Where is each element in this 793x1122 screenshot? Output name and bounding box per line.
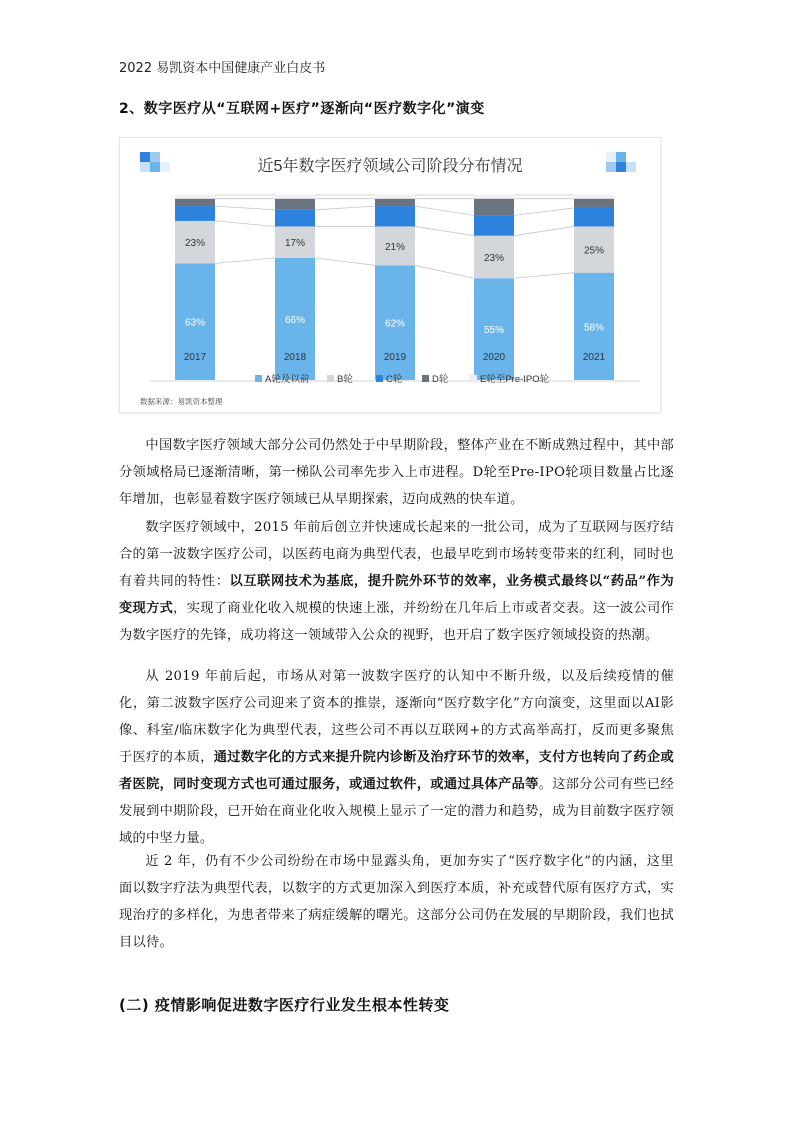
connector-line — [514, 208, 574, 215]
data-label: 62% — [384, 318, 406, 330]
x-tick-label: 2020 — [482, 352, 506, 363]
bar-segment — [275, 199, 315, 210]
body-text: 近 2 年，仍有不少公司纷纷在市场中显露头角，更加夯实了“医疗数字化”的内涵，这里面以数字疗法为典型代表，以数字的方式更加深入到医疗本质，补充或替代原有医疗方式，实现治疗的多样化，为患者带来了病症缓解的曙光。这部分公司仍在发展的早期阶段，我们也拭目以待。 — [119, 854, 674, 950]
legend-swatch — [255, 375, 262, 382]
connector-line — [415, 206, 474, 215]
x-tick-label: 2019 — [383, 352, 407, 363]
bar-segment — [275, 210, 315, 227]
emphasis-text: 通过数字化的方式来提升院内诊断及治疗环节的效率，支付方也转向了药企或者医院，同时变现方式也可通过服务，或通过软件，或通过具体产品等 — [119, 750, 674, 792]
subsection-title: (二) 疫情影响促进数字医疗行业发生根本性转变 — [119, 996, 450, 1014]
data-label: 23% — [184, 238, 206, 250]
connector-line — [514, 226, 574, 235]
connector-line — [215, 206, 275, 210]
bar-segment — [474, 215, 514, 235]
legend-label: C轮 — [386, 374, 403, 385]
paragraph-2 — [119, 514, 674, 649]
connector-line — [415, 265, 474, 278]
legend-swatch — [327, 375, 334, 382]
legend — [255, 373, 550, 385]
connector-line — [415, 226, 474, 235]
bar-segment — [175, 195, 215, 199]
body-text: 中国数字医疗领域大部分公司仍然处于中早期阶段，整体产业在不断成熟过程中，其中部分领域格局已逐渐清晰，第一梯队公司率先步入上市进程。D轮至Pre-IPO轮项目数量占比逐年增加，也彰显着数字医疗领域已从早期探索，迈向成熟的快车道。 — [119, 438, 674, 507]
bar-segment — [474, 199, 514, 216]
x-axis-labels — [184, 352, 606, 363]
legend-label: D轮 — [432, 374, 449, 385]
bar-segment — [175, 199, 215, 206]
data-label: 17% — [284, 238, 306, 250]
bar-segment — [175, 206, 215, 221]
body-text: 从 2019 年前后起，市场从对第一波数字医疗的认知中不断升级，以及后续疫情的催化，第二波数字医疗公司迎来了资本的推崇，逐渐向“医疗数字化”方向演变，这里面以AI影像、科室/临床数字化为典型代表，这些公司不再以互联网+的方式高举高打，反而更多聚焦于医疗的本质， — [119, 669, 674, 765]
connector-line — [514, 273, 574, 279]
bar-segment — [375, 199, 415, 206]
paragraph-4 — [119, 848, 674, 956]
paragraph-3 — [119, 663, 674, 852]
x-tick-label: 2021 — [582, 352, 606, 363]
stacked-bar-chart — [120, 138, 660, 412]
bar-segment — [574, 208, 614, 227]
data-label: 66% — [284, 314, 306, 326]
chart-container — [119, 137, 661, 413]
data-label: 21% — [384, 241, 406, 253]
data-label: 63% — [184, 317, 206, 329]
x-tick-label: 2017 — [183, 352, 207, 363]
section-title: 2、数字医疗从“互联网+医疗”逐渐向“医疗数字化”演变 — [119, 101, 485, 117]
paragraph-1 — [119, 432, 674, 513]
legend-label: B轮 — [337, 374, 353, 385]
connector-line — [315, 206, 375, 210]
bar-segment — [375, 195, 415, 199]
body-text: ，实现了商业化收入规模的快速上涨，并纷纷在几年后上市或者交表。这一波公司作为数字医疗的先锋，成功将这一领域带入公众的视野，也开启了数字医疗领域投资的热潮。 — [119, 601, 674, 643]
legend-label: A轮及以前 — [265, 374, 310, 385]
chart-title: 近5年数字医疗领域公司阶段分布情况 — [257, 158, 523, 175]
legend-label: E轮至Pre-IPO轮 — [480, 374, 550, 385]
bar-segment — [474, 195, 514, 199]
bar-segment — [275, 195, 315, 199]
legend-swatch — [470, 375, 477, 382]
title-decor-right — [606, 152, 636, 172]
body-text: 数字医疗领域中，2015 年前后创立并快速成长起来的一批公司，成为了互联网与医疗结合的第一波数字医疗公司，以医药电商为典型代表，也最早吃到市场转变带来的红利，同时也有着共同的特性： — [119, 520, 674, 589]
legend-swatch — [376, 375, 383, 382]
connector-line — [215, 258, 275, 264]
data-label: 23% — [483, 252, 505, 264]
data-source: 数据来源：易凯资本整理 — [140, 397, 223, 406]
emphasis-text: 以互联网技术为基底，提升院外环节的效率，业务模式最终以“药品”作为变现方式 — [119, 574, 674, 616]
x-tick-label: 2018 — [283, 352, 307, 363]
data-label: 58% — [583, 322, 605, 334]
connector-line — [315, 258, 375, 265]
body-text: 。这部分公司有些已经发展到中期阶段，已开始在商业化收入规模上显示了一定的潜力和趋势，成为目前数字医疗领域的中坚力量。 — [119, 777, 674, 846]
bar-segment — [574, 195, 614, 199]
bar-segment — [375, 206, 415, 226]
data-label: 55% — [483, 325, 505, 337]
page-header: 2022 易凯资本中国健康产业白皮书 — [119, 61, 326, 76]
bar-segment — [574, 199, 614, 208]
title-decor-left — [140, 152, 170, 172]
data-label: 25% — [583, 245, 605, 257]
connector-line — [215, 221, 275, 227]
legend-swatch — [422, 375, 429, 382]
